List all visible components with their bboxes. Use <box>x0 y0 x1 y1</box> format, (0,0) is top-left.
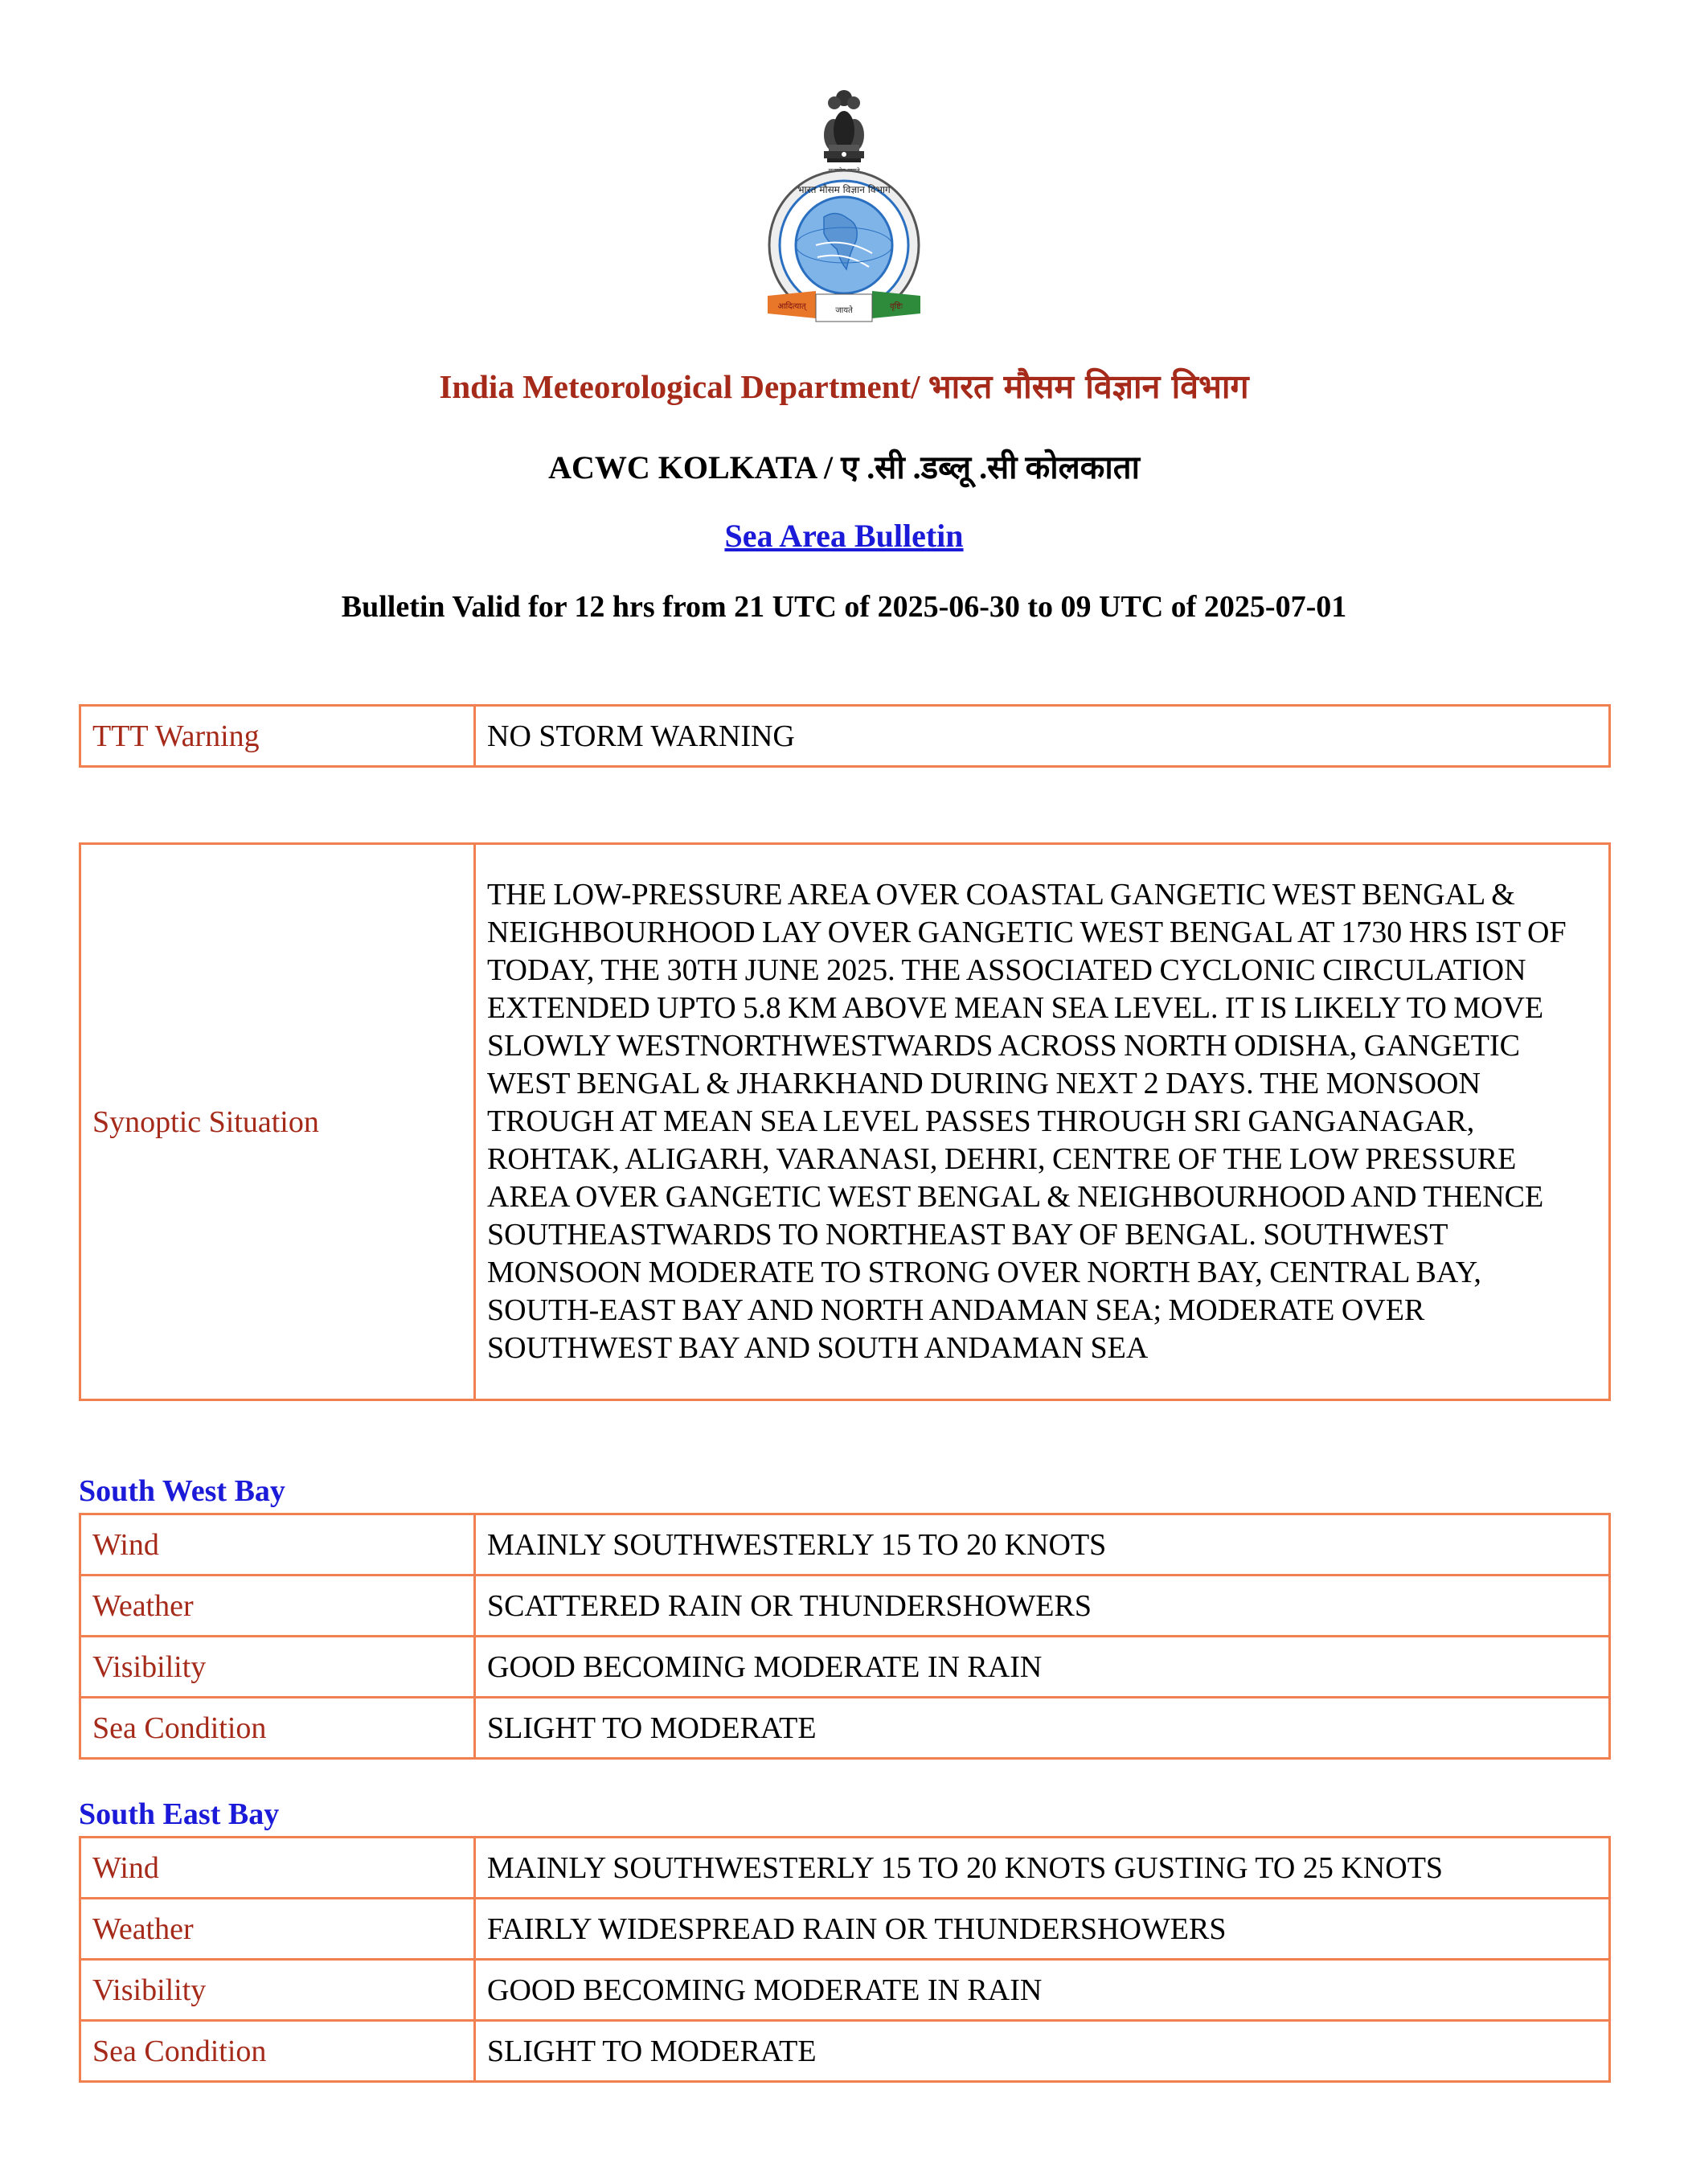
table-row <box>80 1637 1610 1698</box>
row-label: Wind <box>80 1838 475 1899</box>
table-row <box>80 1838 1610 1899</box>
table-row <box>80 1960 1610 2021</box>
office-title: ACWC KOLKATA / ए .सी .डब्लू .सी कोलकाता <box>548 449 1140 486</box>
row-label: Weather <box>80 1899 475 1960</box>
row-value: SLIGHT TO MODERATE <box>475 1698 1610 1759</box>
table-row <box>80 2021 1610 2082</box>
seal-ring-text-top: भारत मौसम विज्ञान विभाग <box>797 184 891 195</box>
synoptic-value: THE LOW-PRESSURE AREA OVER COASTAL GANGETIC WEST BENGAL & NEIGHBOURHOOD LAY OVER GANGETIC WEST BENGAL AT 1730 HRS IST OF TODAY, THE 30TH JUNE 2025. THE ASSOCIATED CYCLONIC CIRCULATION EXTENDED UPTO 5.8 KM ABOVE MEAN SEA LEVEL. IT IS LIKELY TO MOVE SLOWLY WESTNORTHWESTWARDS ACROSS NORTH ODISHA, GANGETIC WEST BENGAL & JHARKHAND DURING NEXT 2 DAYS. THE MONSOON TROUGH AT MEAN SEA LEVEL PASSES THROUGH SRI GANGANAGAR, ROHTAK, ALIGARH, VARANASI, DEHRI, CENTRE OF THE LOW PRESSURE AREA OVER GANGETIC WEST BENGAL & NEIGHBOURHOOD AND THENCE SOUTHEASTWARDS TO NORTHEAST BAY OF BENGAL. SOUTHWEST MONSOON MODERATE TO STRONG OVER NORTH BAY, CENTRAL BAY, SOUTH-EAST BAY AND NORTH ANDAMAN SEA; MODERATE OVER SOUTHWEST BAY AND SOUTH ANDAMAN SEA <box>475 844 1610 1400</box>
warning-table <box>79 704 1611 768</box>
synoptic-label: Synoptic Situation <box>80 844 475 1400</box>
row-label: Wind <box>80 1514 475 1576</box>
bulletin-title-link[interactable]: Sea Area Bulletin <box>724 518 964 554</box>
row-label: Visibility <box>80 1960 475 2021</box>
warning-value: NO STORM WARNING <box>475 706 1610 767</box>
svg-text:जायते: जायते <box>835 306 853 315</box>
row-label: Weather <box>80 1576 475 1637</box>
motto-ribbon <box>768 291 920 322</box>
org-title <box>0 363 1688 408</box>
svg-text:वृष्टिः: वृष्टिः <box>889 302 903 311</box>
table-row <box>80 706 1610 767</box>
ashoka-emblem-icon <box>824 90 864 162</box>
org-name-hi: भारत मौसम विज्ञान विभाग <box>928 367 1249 406</box>
row-value: FAIRLY WIDESPREAD RAIN OR THUNDERSHOWERS <box>475 1899 1610 1960</box>
org-name-en: India Meteorological Department/ <box>439 368 920 405</box>
south-west-bay-table <box>79 1513 1611 1760</box>
svg-text:आदित्यात्: आदित्यात् <box>777 302 806 311</box>
table-row <box>80 1698 1610 1759</box>
south-east-bay-table <box>79 1836 1611 2083</box>
table-row <box>80 1576 1610 1637</box>
warning-label: TTT Warning <box>80 706 475 767</box>
row-label: Sea Condition <box>80 1698 475 1759</box>
table-row <box>80 1514 1610 1576</box>
row-label: Visibility <box>80 1637 475 1698</box>
row-value: SLIGHT TO MODERATE <box>475 2021 1610 2082</box>
row-value: SCATTERED RAIN OR THUNDERSHOWERS <box>475 1576 1610 1637</box>
section-title-south-east-bay: South East Bay <box>79 1797 280 1831</box>
row-value: GOOD BECOMING MODERATE IN RAIN <box>475 1960 1610 2021</box>
table-row <box>80 1899 1610 1960</box>
synoptic-table <box>79 842 1611 1401</box>
row-value: GOOD BECOMING MODERATE IN RAIN <box>475 1637 1610 1698</box>
validity-line: Bulletin Valid for 12 hrs from 21 UTC of 2025-06-30 to 09 UTC of 2025-07-01 <box>341 590 1347 624</box>
row-value: MAINLY SOUTHWESTERLY 15 TO 20 KNOTS <box>475 1514 1610 1576</box>
row-label: Sea Condition <box>80 2021 475 2082</box>
table-row <box>80 844 1610 1400</box>
section-title-south-west-bay: South West Bay <box>79 1474 285 1508</box>
row-value: MAINLY SOUTHWESTERLY 15 TO 20 KNOTS GUSTING TO 25 KNOTS <box>475 1838 1610 1899</box>
imd-logo <box>760 80 928 330</box>
